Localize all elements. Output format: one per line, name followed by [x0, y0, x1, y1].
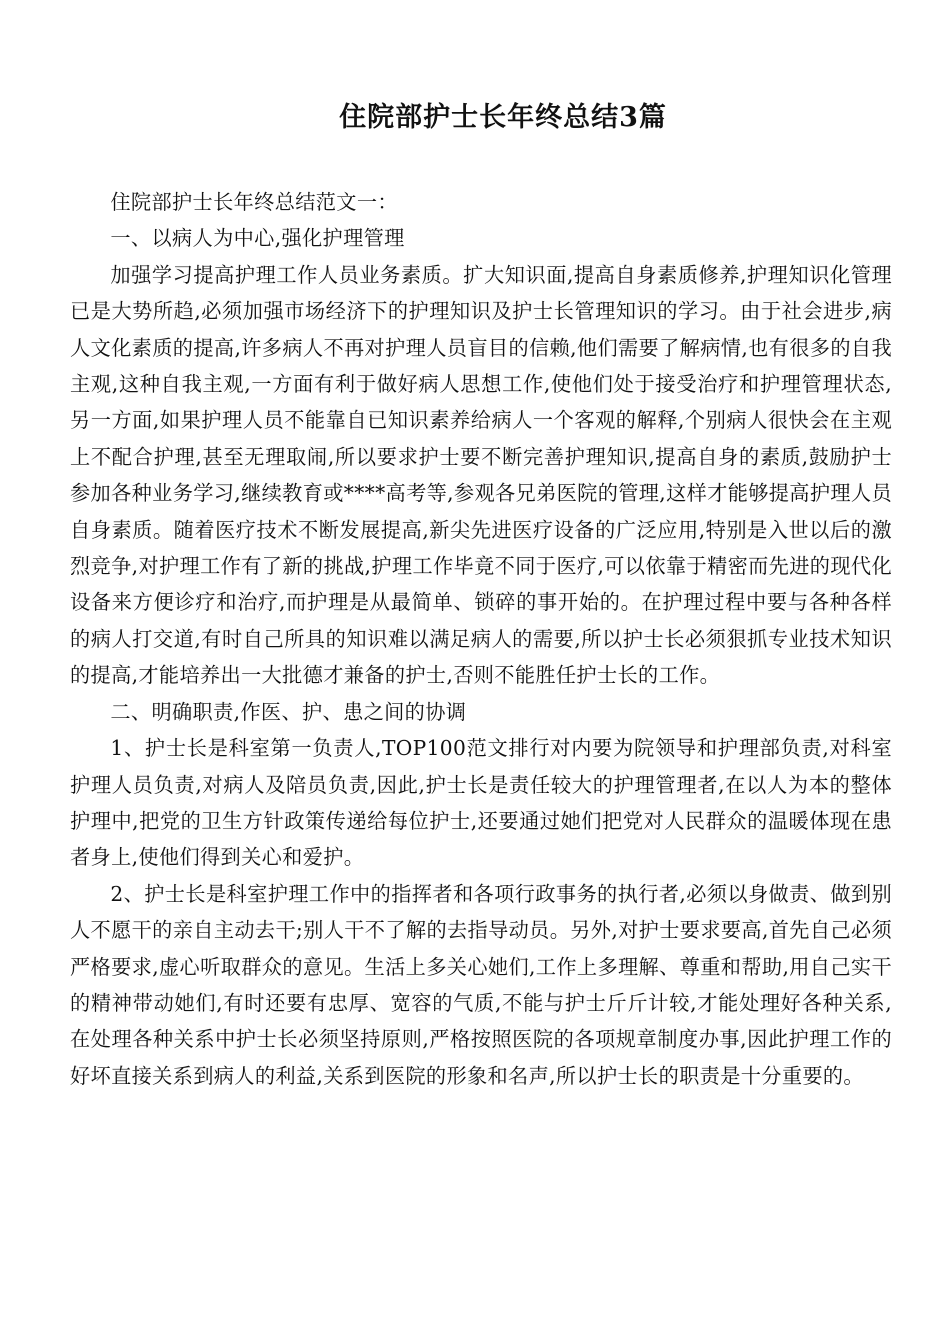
document-title: 住院部护士长年终总结3篇 [339, 102, 667, 133]
section-heading-2: 二、明确职责,作医、护、患之间的协调 [110, 699, 467, 724]
paragraph-duty-1: 1、护士长是科室第一负责人,TOP100范文排行对内要为院领导和护理部负责,对科室护理人员负责,对病人及陪员负责,因此,护士长是责任较大的护理管理者,在以人为本的整体护理中,把党的卫生方针政策传递给每位护士,还要通过她们把党对人民群众的温暖体现在患者身上,使他们得到关心和爱护。 [70, 736, 892, 870]
paragraph-intro: 住院部护士长年终总结范文一： [110, 190, 398, 214]
paragraph-study: 加强学习提高护理工作人员业务素质。扩大知识面,提高自身素质修养,护理知识化管理已是大势所趋,必须加强市场经济下的护理知识及护士长管理知识的学习。由于社会进步,病人文化素质的提高,许多病人不再对护理人员盲目的信赖,他们需要了解病情,也有很多的自我主观,这种自我主观,一方面有利于做好病人思想工作,使他们处于接受治疗和护理管理状态,另一方面,如果护理人员不能靠自已知识素养给病人一个客观的解释,个别病人很快会在主观上不配合护理,甚至无理取闹,所以要求护士要不断完善护理知识,提高自身的素质,鼓励护士参加各种业务学习,继续教育或****高考等,参观各兄弟医院的管理,这样才能够提高护理人员自身素质。随着医疗技术不断发展提高,新尖先进医疗设备的广泛应用,特别是入世以后的激烈竞争,对护理工作有了新的挑战,护理工作毕竟不同于医疗,可以依靠于精密而先进的现代化设备来方便诊疗和治疗,而护理是从最简单、锁碎的事开始的。在护理过程中要与各种各样的病人打交道,有时自己所具的知识难以满足病人的需要,所以护士长必须狠抓专业技术知识的提高,才能培养出一大批德才兼备的护士,否则不能胜任护士长的工作。 [70, 262, 892, 688]
paragraph-duty-2: 2、护士长是科室护理工作中的指挥者和各项行政事务的执行者,必须以身做责、做到别人不愿干的亲自主动去干;别人干不了解的去指导动员。另外,对护士要求要高,首先自己必须严格要求,虚心听取群众的意见。生活上多关心她们,工作上多理解、尊重和帮助,用自己实干的精神带动她们,有时还要有忠厚、宽容的气质,不能与护士斤斤计较,才能处理好各种关系,在处理各种关系中护士长必须坚持原则,严格按照医院的各项规章制度办事,因此护理工作的好坏直接关系到病人的利益,关系到医院的形象和名声,所以护士长的职责是十分重要的。 [70, 881, 892, 1088]
section-heading-1: 一、以病人为中心,强化护理管理 [110, 226, 405, 251]
document-body [70, 184, 892, 1094]
